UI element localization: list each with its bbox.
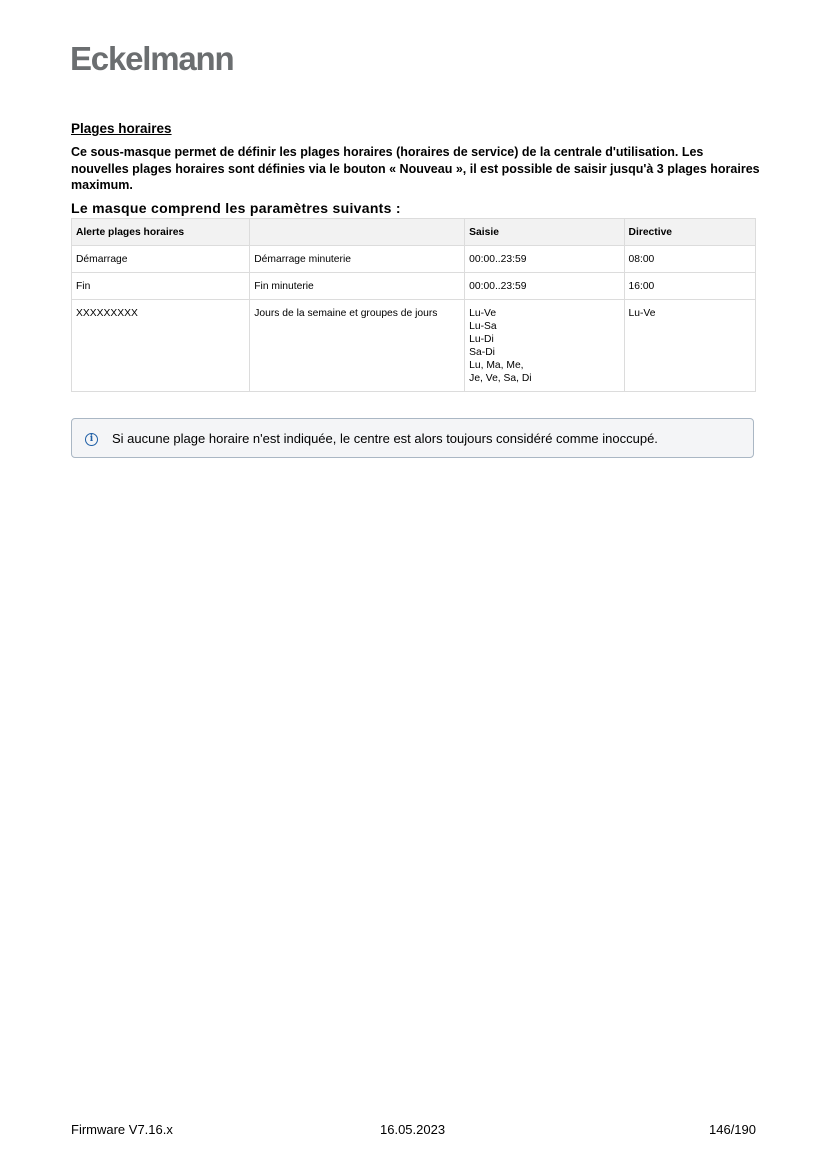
param-name: XXXXXXXXX [72, 300, 250, 392]
input-option: Je, Ve, Sa, Di [469, 373, 532, 384]
param-input [465, 300, 624, 392]
table-row [72, 300, 756, 392]
parameters-heading: Le masque comprend les paramètres suivants : [71, 200, 401, 216]
table-row [72, 273, 756, 300]
header-cell: Saisie [465, 219, 624, 246]
footer-firmware: Firmware V7.16.x [71, 1122, 173, 1137]
footer-page-number: 146/190 [709, 1122, 756, 1137]
param-description: Jours de la semaine et groupes de jours [250, 300, 465, 392]
info-icon: i [85, 433, 98, 446]
input-option: Lu-Di [469, 334, 494, 345]
info-box [71, 418, 754, 458]
table-header-row [72, 219, 756, 246]
param-name: Démarrage [72, 246, 250, 273]
param-default: Lu-Ve [624, 300, 755, 392]
param-default: 08:00 [624, 246, 755, 273]
parameters-table [71, 218, 756, 392]
param-name: Fin [72, 273, 250, 300]
input-option: Lu-Ve [469, 308, 497, 319]
param-default: 16:00 [624, 273, 755, 300]
param-description: Fin minuterie [250, 273, 465, 300]
intro-paragraph: Ce sous-masque permet de définir les plages horaires (horaires de service) de la centrale d'utilisation. Les nouvelles plages horaires sont définies via le bouton « Nouveau », il est possible de saisir jusqu'à 3 plages horaires maximum. [71, 145, 760, 192]
input-option: Lu, Ma, Me, [469, 360, 524, 371]
table-row [72, 246, 756, 273]
param-input: 00:00..23:59 [465, 273, 624, 300]
company-logo: Eckelmann [70, 40, 234, 77]
input-option: Lu-Sa [469, 321, 497, 332]
input-option: Sa-Di [469, 347, 495, 358]
param-description: Démarrage minuterie [250, 246, 465, 273]
info-text: Si aucune plage horaire n'est indiquée, le centre est alors toujours considéré comme inoccupé. [112, 431, 658, 446]
param-input: 00:00..23:59 [465, 246, 624, 273]
section-title: Plages horaires [71, 121, 172, 136]
header-cell: Alerte plages horaires [72, 219, 250, 246]
footer-date: 16.05.2023 [380, 1122, 446, 1137]
header-cell [250, 219, 465, 246]
header-cell: Directive [624, 219, 755, 246]
